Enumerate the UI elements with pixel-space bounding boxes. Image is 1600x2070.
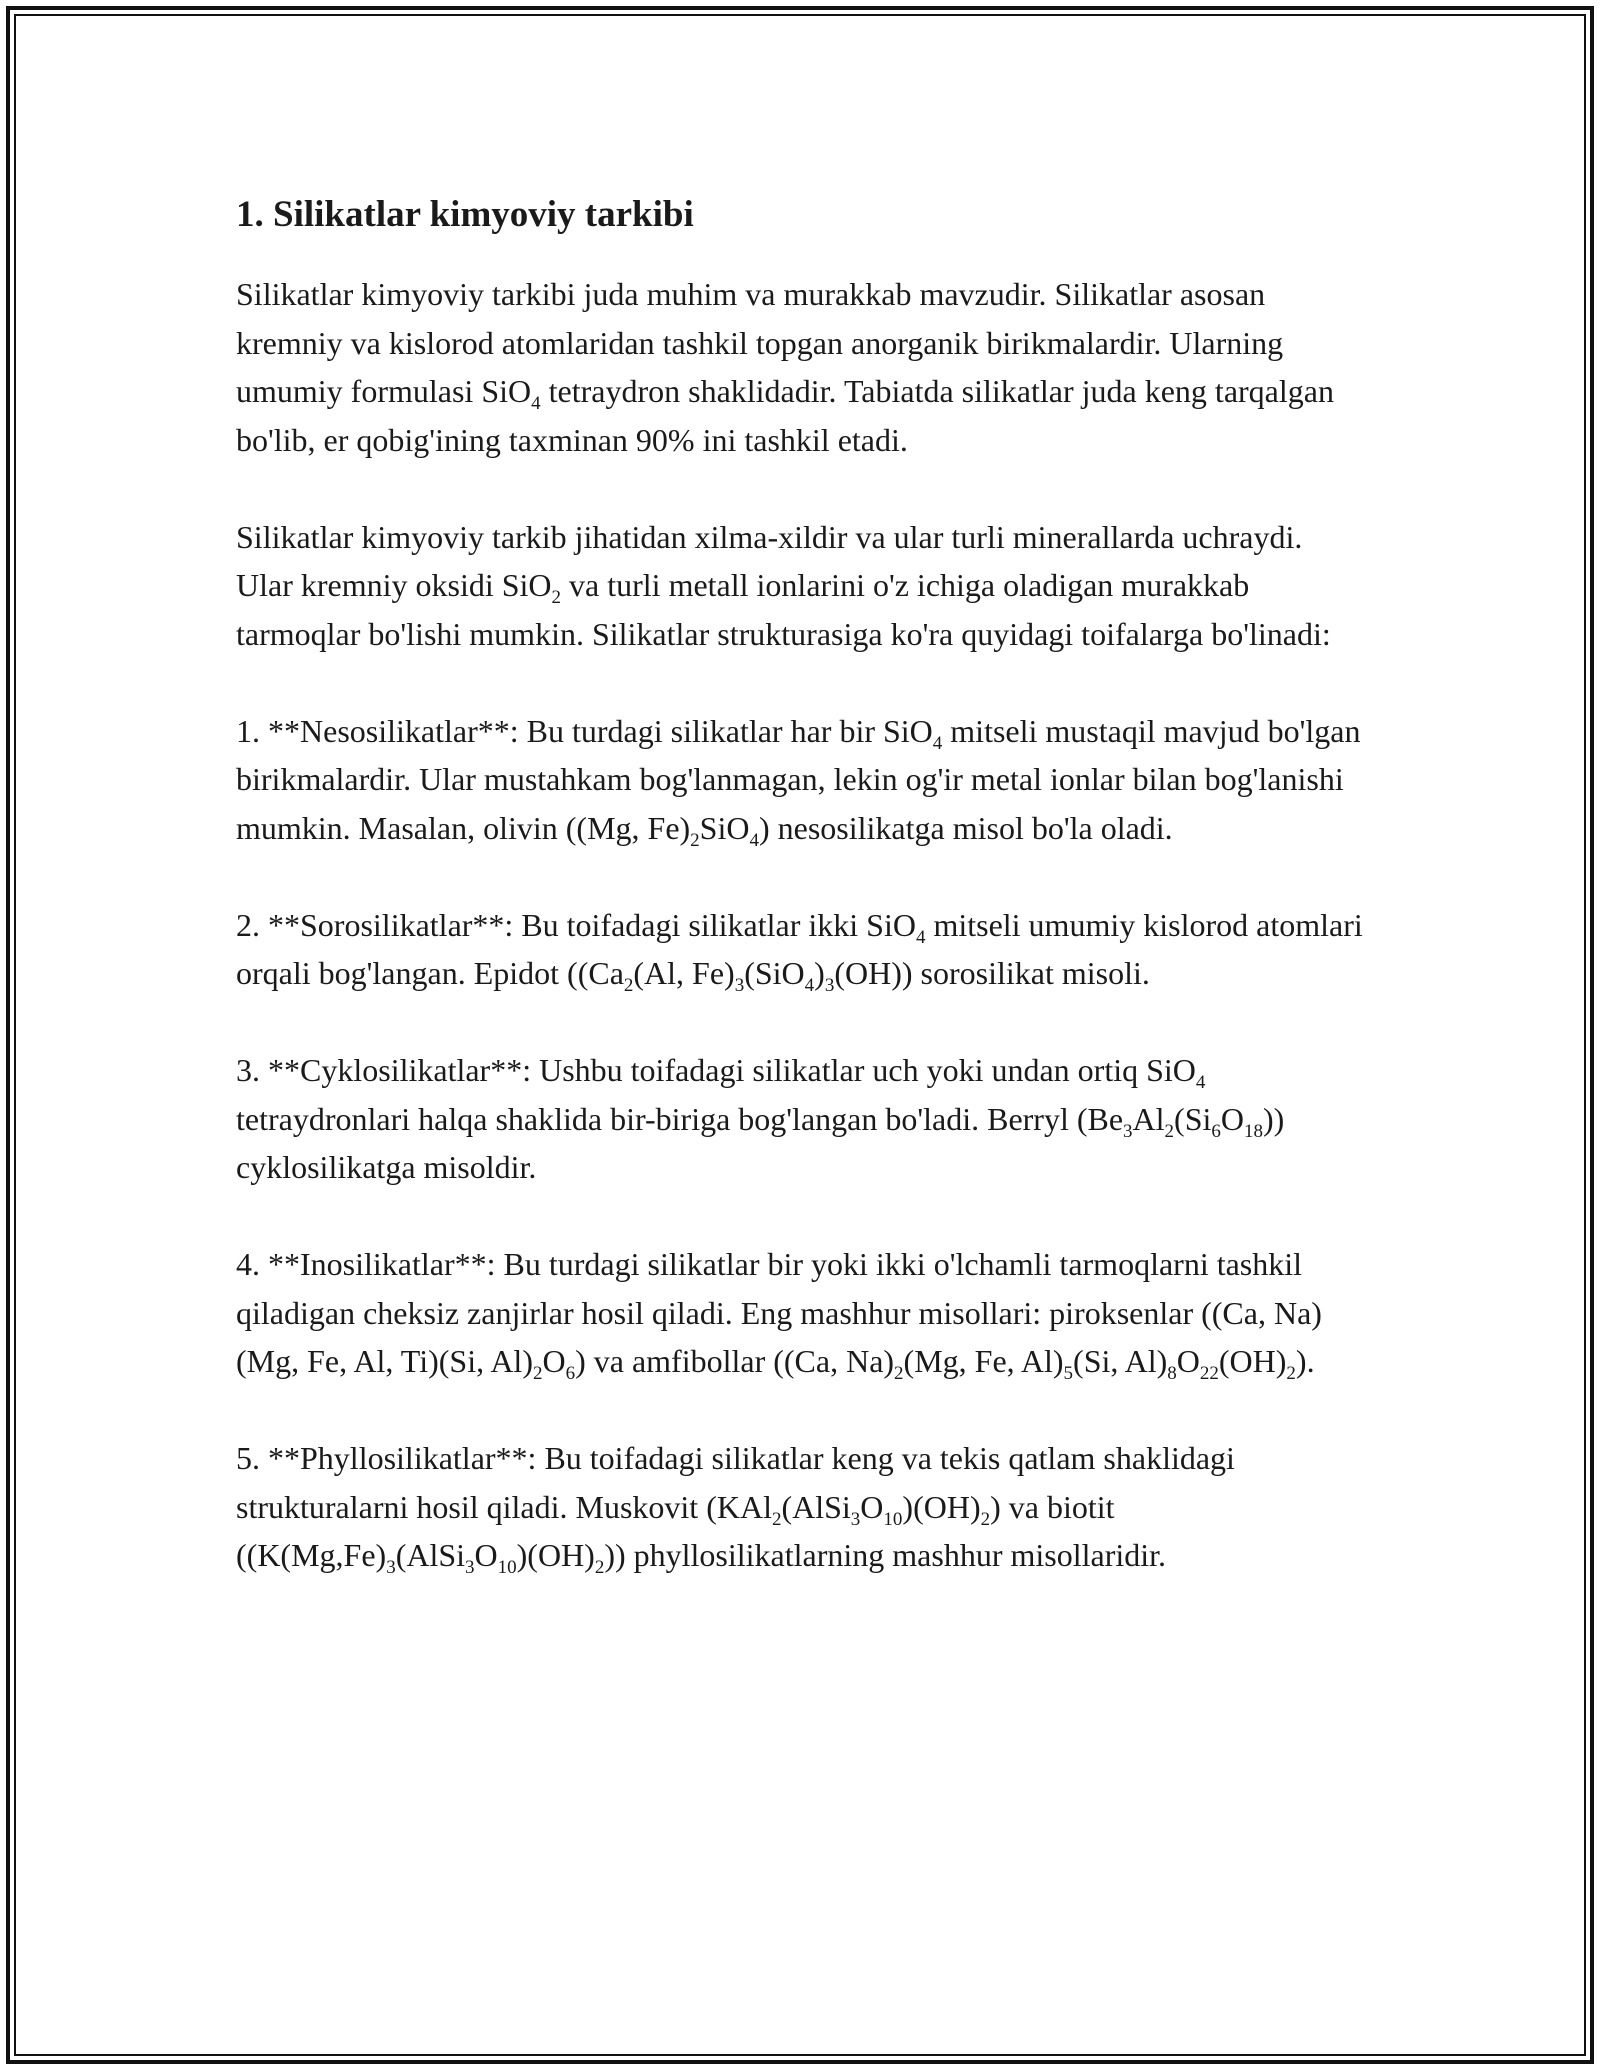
subscript: 2 <box>690 829 700 851</box>
text-run: SiO <box>699 809 750 846</box>
subscript: 2 <box>980 1508 991 1530</box>
subscript: 3 <box>824 975 835 996</box>
text-run: ) <box>814 955 825 991</box>
text-run: mitseli umumiy kislorod atomlari orqali bog'langan. Epidot ((Ca <box>236 906 1363 991</box>
subscript: 4 <box>804 975 815 996</box>
paragraph-7 <box>236 1434 1366 1580</box>
text-run: ) va biotit ((K(Mg,Fe) <box>236 1488 1115 1573</box>
text-run: O <box>474 1537 498 1573</box>
text-run: )(OH) <box>516 1537 595 1573</box>
subscript: 2 <box>532 1363 543 1384</box>
text-run: ). <box>1295 1343 1315 1379</box>
text-run: ) nesosilikatga misol bo'la oladi. <box>758 809 1173 846</box>
text-run: O <box>1176 1343 1200 1379</box>
paragraph-6 <box>236 1240 1366 1386</box>
paragraph-3 <box>236 707 1366 853</box>
text-run: (SiO <box>744 955 805 991</box>
subscript: 2 <box>594 1557 605 1578</box>
text-run: O <box>860 1488 884 1525</box>
text-run: )) phyllosilikatlarning mashhur misollaridir. <box>604 1537 1167 1573</box>
paragraph-4 <box>236 901 1366 998</box>
subscript: 8 <box>1167 1363 1177 1384</box>
text-run: 4. **Inosilikatlar**: Bu turdagi silikatlar bir yoki ikki o'lchamli tarmoqlarni tashkil qiladigan cheksiz zanjirlar hosil qiladi. Eng mashhur misollari: piroksenlar ((Ca, Na)(Mg, Fe, Al, Ti)(Si, Al) <box>236 1246 1322 1379</box>
text-run: mitseli mustaqil mavjud bo'lgan birikmalardir. Ular mustahkam bog'lanmagan, lekin og'ir metal ionlar bilan bog'lanishi mumkin. Masalan, olivin ((Mg, Fe) <box>236 712 1361 846</box>
paragraph-5 <box>236 1046 1366 1192</box>
text-run: (OH) <box>1218 1343 1287 1379</box>
subscript: 22 <box>1199 1363 1219 1384</box>
subscript: 3 <box>1123 1120 1133 1142</box>
subscript: 18 <box>1244 1120 1263 1142</box>
text-run: 1. **Nesosilikatlar**: Bu turdagi silikatlar har bir SiO <box>236 712 933 749</box>
subscript: 4 <box>531 393 541 414</box>
subscript: 2 <box>623 975 634 996</box>
subscript: 2 <box>1286 1363 1296 1384</box>
text-run: 2. **Sorosilikatlar**: Bu toifadagi silikatlar ikki SiO <box>236 906 916 943</box>
text-run: (AlSi <box>781 1488 851 1525</box>
subscript: 10 <box>883 1508 903 1530</box>
text-run: Silikatlar kimyoviy tarkibi juda muhim va murakkab mavzudir. Silikatlar asosan kremniy va kislorod atomlaridan tashkil topgan anorganik birikmalardir. Ularning umumiy formulasi SiO <box>236 276 1284 409</box>
text-run: va turli metall ionlarini o'z ichiga oladigan murakkab tarmoqlar bo'lishi mumkin. Silikatlar strukturasiga ko'ra quyidagi toifalarga bo'linadi: <box>236 567 1331 652</box>
subscript: 5 <box>1063 1363 1074 1384</box>
paragraph-2 <box>236 513 1366 659</box>
document-body <box>236 186 1366 1628</box>
text-run: Silikatlar kimyoviy tarkib jihatidan xilma-xildir va ular turli minerallarda uchraydi. Ular kremniy oksidi SiO <box>236 518 1303 603</box>
subscript: 2 <box>771 1508 782 1530</box>
subscript: 10 <box>497 1557 517 1578</box>
subscript: 3 <box>465 1557 475 1578</box>
subscript: 2 <box>551 587 562 608</box>
subscript: 4 <box>749 829 759 851</box>
text-run: O <box>1220 1100 1244 1137</box>
subscript: 2 <box>1164 1120 1175 1142</box>
text-run: Al <box>1132 1100 1165 1137</box>
text-run: )) cyklosilikatga misoldir. <box>236 1100 1285 1185</box>
text-run: (Al, Fe) <box>633 955 735 991</box>
subscript: 4 <box>1195 1072 1206 1093</box>
subscript: 6 <box>1211 1120 1221 1142</box>
subscript: 6 <box>565 1363 576 1384</box>
subscript: 2 <box>894 1363 904 1384</box>
subscript: 4 <box>932 732 943 754</box>
text-run: ) va amfibollar ((Ca, Na) <box>575 1343 895 1379</box>
text-run: O <box>542 1343 566 1379</box>
text-run: (OH)) sorosilikat misoli. <box>834 955 1150 991</box>
section-heading: 1. Silikatlar kimyoviy tarkibi <box>236 194 694 235</box>
text-run: (Mg, Fe, Al) <box>903 1343 1064 1379</box>
paragraph-list <box>236 270 1366 1580</box>
text-run: (AlSi <box>395 1537 466 1573</box>
text-run: tetraydronlari halqa shaklida bir-biriga bog'langan bo'ladi. Berryl (Be <box>236 1100 1124 1137</box>
text-run: (Si, Al) <box>1073 1343 1168 1379</box>
subscript: 3 <box>386 1557 396 1578</box>
text-run: tetraydron shaklidadir. Tabiatda silikatlar juda keng tarqalgan bo'lib, er qobig'ining taxminan 90% ini tashkil etadi. <box>236 373 1334 458</box>
paragraph-1 <box>236 270 1366 464</box>
text-run: 5. **Phyllosilikatlar**: Bu toifadagi silikatlar keng va tekis qatlam shaklidagi strukturalarni hosil qiladi. Muskovit (KAl <box>236 1440 1235 1525</box>
text-run: 3. **Cyklosilikatlar**: Ushbu toifadagi silikatlar uch yoki undan ortiq SiO <box>236 1052 1196 1088</box>
subscript: 4 <box>915 926 926 948</box>
subscript: 3 <box>850 1508 861 1530</box>
text-run: )(OH) <box>902 1488 981 1525</box>
text-run: (Si <box>1174 1100 1212 1137</box>
subscript: 3 <box>734 975 745 996</box>
